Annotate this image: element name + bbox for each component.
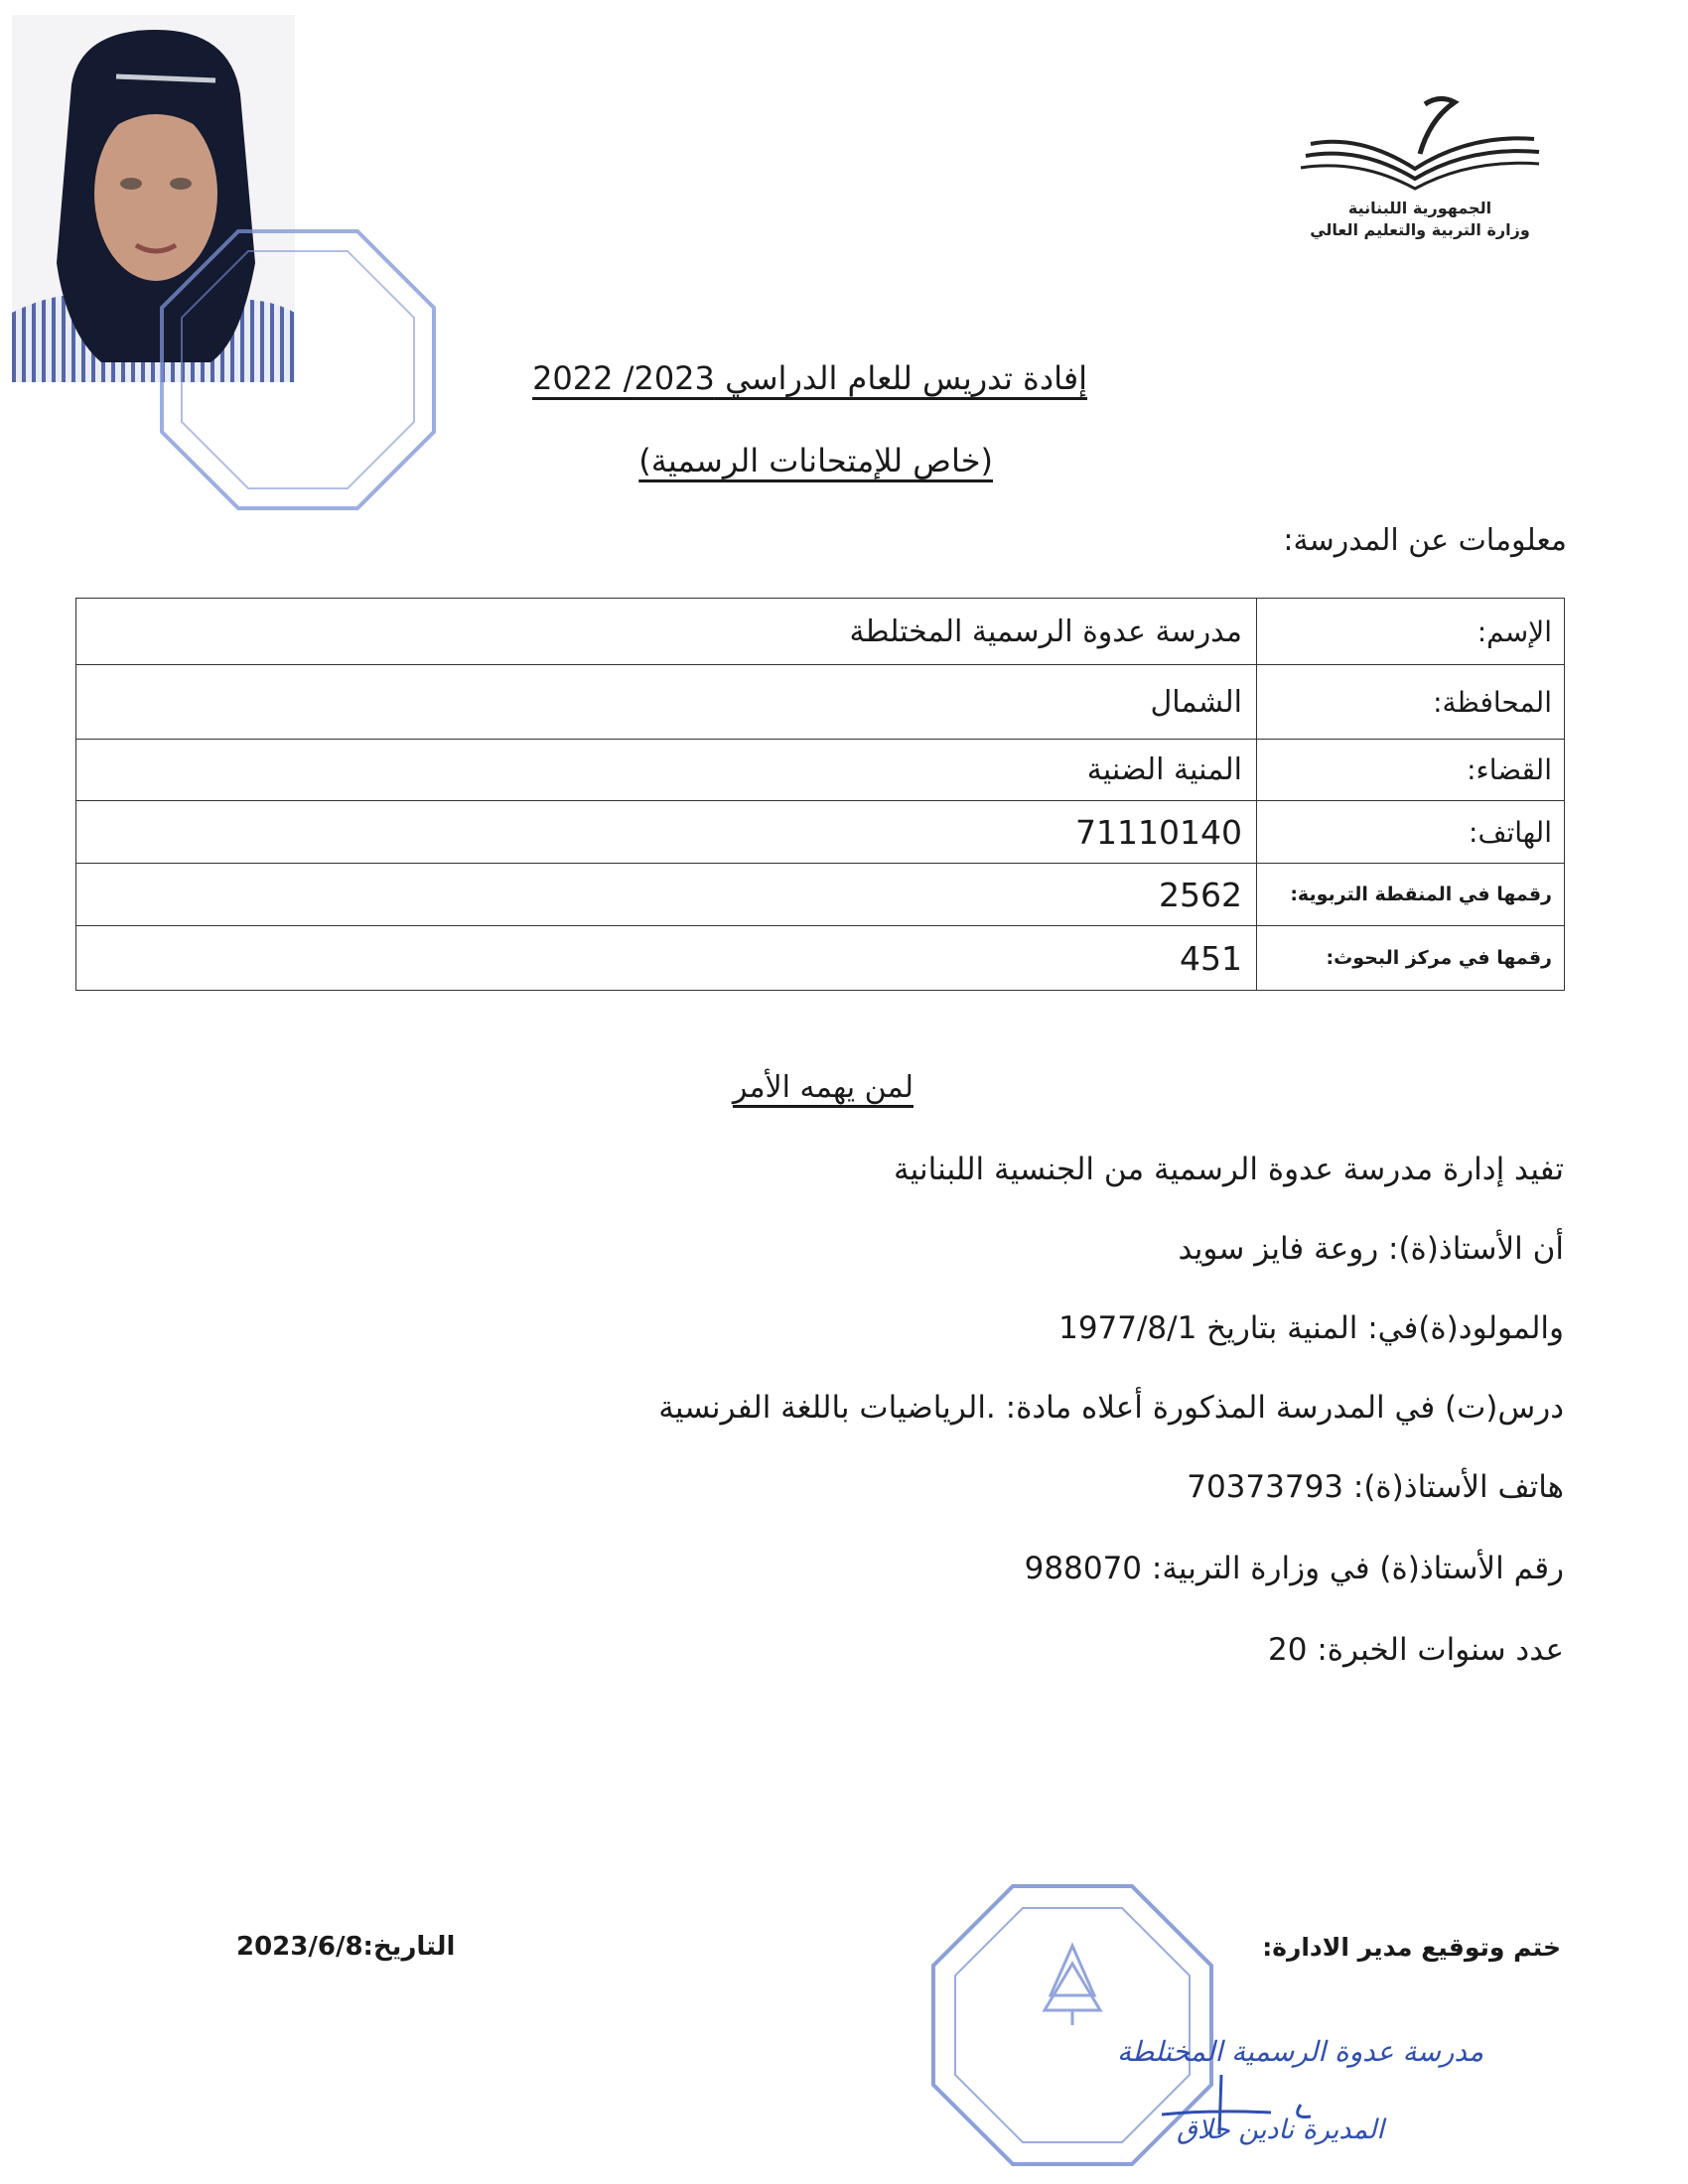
photo-stamp — [154, 223, 442, 516]
row-value-name: مدرسة عدوة الرسمية المختلطة — [76, 599, 1257, 665]
stamp-school-name: مدرسة عدوة الرسمية المختلطة — [1117, 2035, 1484, 2068]
document-subtitle: (خاص للإمتحانات الرسمية) — [638, 442, 993, 479]
republic-label: الجمهورية اللبنانية — [1347, 199, 1492, 217]
ministry-label: وزارة التربية والتعليم العالي — [1310, 220, 1530, 239]
row-value-zone-number: 2562 — [76, 864, 1257, 926]
body-line-experience: عدد سنوات الخبرة: 20 — [1268, 1632, 1564, 1668]
table-row — [76, 801, 1565, 864]
row-value-phone: 71110140 — [76, 801, 1257, 864]
school-info-table — [75, 598, 1565, 991]
row-value-district: المنية الضنية — [76, 740, 1257, 801]
row-label-zone-number: رقمها في المنقطة التربوية: — [1257, 864, 1565, 926]
row-label-phone: الهاتف: — [1257, 801, 1565, 864]
stamp-director-name: المديرة نادين حلاق — [1177, 2115, 1384, 2145]
table-row — [76, 864, 1565, 926]
open-book-icon — [1291, 94, 1549, 194]
row-label-research-number: رقمها في مركز البحوث: — [1257, 926, 1565, 991]
document-title: إفادة تدريس للعام الدراسي 2023/ 2022 — [532, 359, 1087, 397]
signature-label: ختم وتوقيع مدير الادارة: — [1262, 1933, 1561, 1962]
table-row — [76, 665, 1565, 740]
row-label-governorate: المحافظة: — [1257, 665, 1565, 740]
school-info-heading: معلومات عن المدرسة: — [1283, 523, 1567, 558]
body-line-intro: تفيد إدارة مدرسة عدوة الرسمية من الجنسية اللبنانية — [894, 1152, 1564, 1187]
ministry-logo — [1281, 94, 1559, 253]
table-row — [76, 926, 1565, 991]
body-line-phone: هاتف الأستاذ(ة): 70373793 — [1187, 1469, 1564, 1505]
table-row — [76, 599, 1565, 665]
body-line-birth: والمولود(ة)في: المنية بتاريخ 1977/8/1 — [1058, 1310, 1564, 1346]
to-whom-heading: لمن يهمه الأمر — [732, 1070, 914, 1105]
row-label-name: الإسم: — [1257, 599, 1565, 665]
cedar-icon — [1045, 1946, 1100, 2025]
row-label-district: القضاء: — [1257, 740, 1565, 801]
body-line-teacher: أن الأستاذ(ة): روعة فايز سويد — [1178, 1231, 1564, 1267]
table-row — [76, 740, 1565, 801]
row-value-research-number: 451 — [76, 926, 1257, 991]
row-value-governorate: الشمال — [76, 665, 1257, 740]
body-line-ministry-number: رقم الأستاذ(ة) في وزارة التربية: 988070 — [1024, 1551, 1564, 1586]
date-label: التاريخ:2023/6/8 — [236, 1932, 456, 1962]
body-line-subject: درس(ت) في المدرسة المذكورة أعلاه مادة: .الرياضيات باللغة الفرنسية — [658, 1390, 1564, 1426]
